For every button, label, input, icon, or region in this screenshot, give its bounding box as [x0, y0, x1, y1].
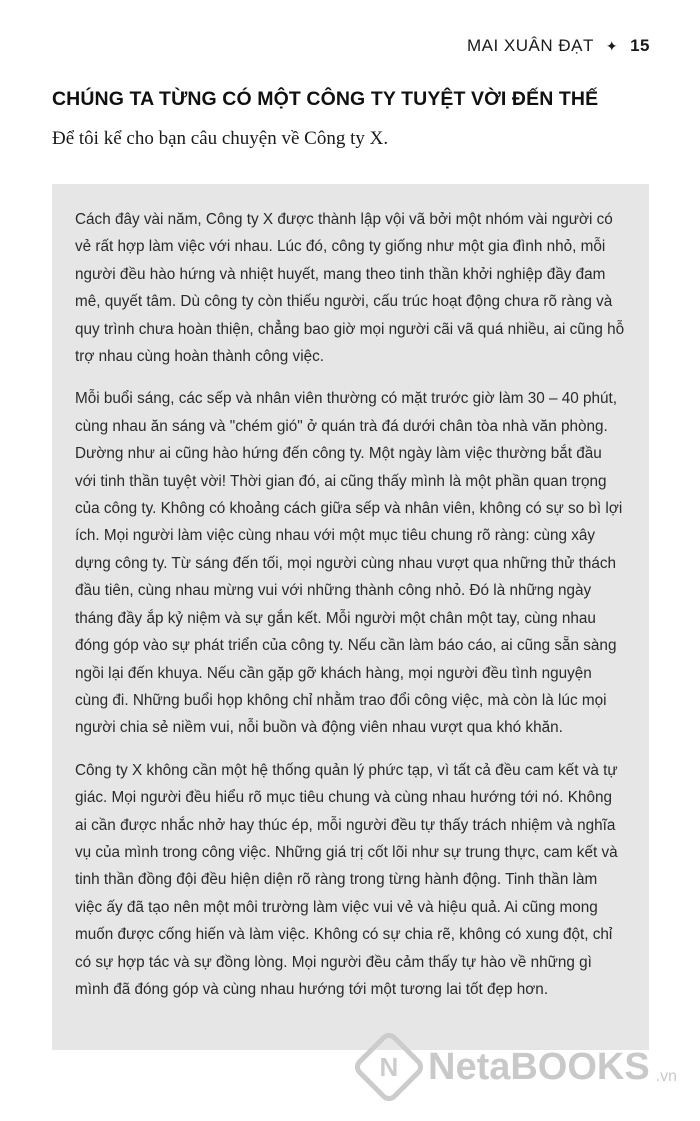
watermark-tld: .vn [655, 1068, 678, 1085]
netabooks-logo-icon: N [351, 1029, 427, 1105]
star-icon: ✦ [605, 37, 619, 54]
story-paragraph-3: Công ty X không cần một hệ thống quản lý phức tạp, vì tất cả đều cam kết và tự giác. Mọi người đều hiểu rõ mục tiêu chung và cùng nhau hướng tới nó. Không ai cần được nhắc nhở hay thúc ép, mỗi người đều tự thấy trách nhiệm và nghĩa vụ của mình trong công việc. Những giá trị cốt lõi như sự trung thực, cam kết và tinh thần đồng đội đều hiện diện rõ ràng trong từng hành động. Tinh thần làm việc ấy đã tạo nên một môi trường làm việc vui vẻ và hiệu quả. Ai cũng mong muốn được cống hiến và làm việc. Không có sự chia rẽ, không có xung đột, chỉ có sự hợp tác và sự đồng lòng. Mọi người đều cảm thấy tự hào về những gì mình đã đóng góp và cùng nhau hướng tới một tương lai tốt đẹp hơn. [75, 761, 618, 998]
story-box [52, 184, 649, 1050]
section-subtitle: Để tôi kể cho bạn câu chuyện về Công ty X. [52, 128, 389, 149]
watermark [362, 1040, 677, 1094]
story-paragraph-1: Cách đây vài năm, Công ty X được thành lập vội vã bởi một nhóm vài người có vẻ rất hợp làm việc với nhau. Lúc đó, công ty giống như một gia đình nhỏ, mỗi người đều hào hứng và nhiệt huyết, mang theo tinh thần khởi nghiệp đầy đam mê, quyết tâm. Dù công ty còn thiếu người, cấu trúc hoạt động chưa rõ ràng và quy trình chưa hoàn thiện, chẳng bao giờ mọi người cãi vã quá nhiều, ai cũng hỗ trợ nhau cùng hoàn thành công việc. [75, 211, 625, 366]
author-name: MAI XUÂN ĐẠT [466, 36, 594, 55]
section-heading: CHÚNG TA TỪNG CÓ MỘT CÔNG TY TUYỆT VỜI ĐẾN THẾ [52, 88, 599, 110]
watermark-brand: NetaBOOKS [428, 1045, 650, 1088]
page-number: 15 [630, 36, 650, 55]
running-head [467, 36, 650, 56]
story-paragraph-2: Mỗi buổi sáng, các sếp và nhân viên thường có mặt trước giờ làm 30 – 40 phút, cùng nhau ăn sáng và "chém gió" ở quán trà đá dưới chân tòa nhà văn phòng. Dường như ai cũng hào hứng đến công ty. Một ngày làm việc thường bắt đầu với tinh thần tuyệt vời! Thời gian đó, ai cũng thấy mình là một phần quan trọng của công ty. Không có khoảng cách giữa sếp và nhân viên, không có sự so bì lợi ích. Mọi người làm việc cùng nhau với một mục tiêu chung rõ ràng: cùng xây dựng công ty. Từ sáng đến tối, mọi người cùng nhau vượt qua những thử thách đầu tiên, cùng nhau mừng vui với những thành công nhỏ. Đó là những ngày tháng đầy ắp kỷ niệm và sự gắn kết. Mỗi người một chân một tay, cùng nhau đóng góp vào sự phát triển của công ty. Nếu cần làm báo cáo, ai cũng sẵn sàng ngồi lại đến khuya. Nếu cần gặp gỡ khách hàng, mọi người đều tình nguyện cùng đi. Những buổi họp không chỉ nhằm trao đổi công việc, mà còn là lúc mọi người chia sẻ niềm vui, nỗi buồn và động viên nhau vượt qua khó khăn. [75, 390, 623, 737]
